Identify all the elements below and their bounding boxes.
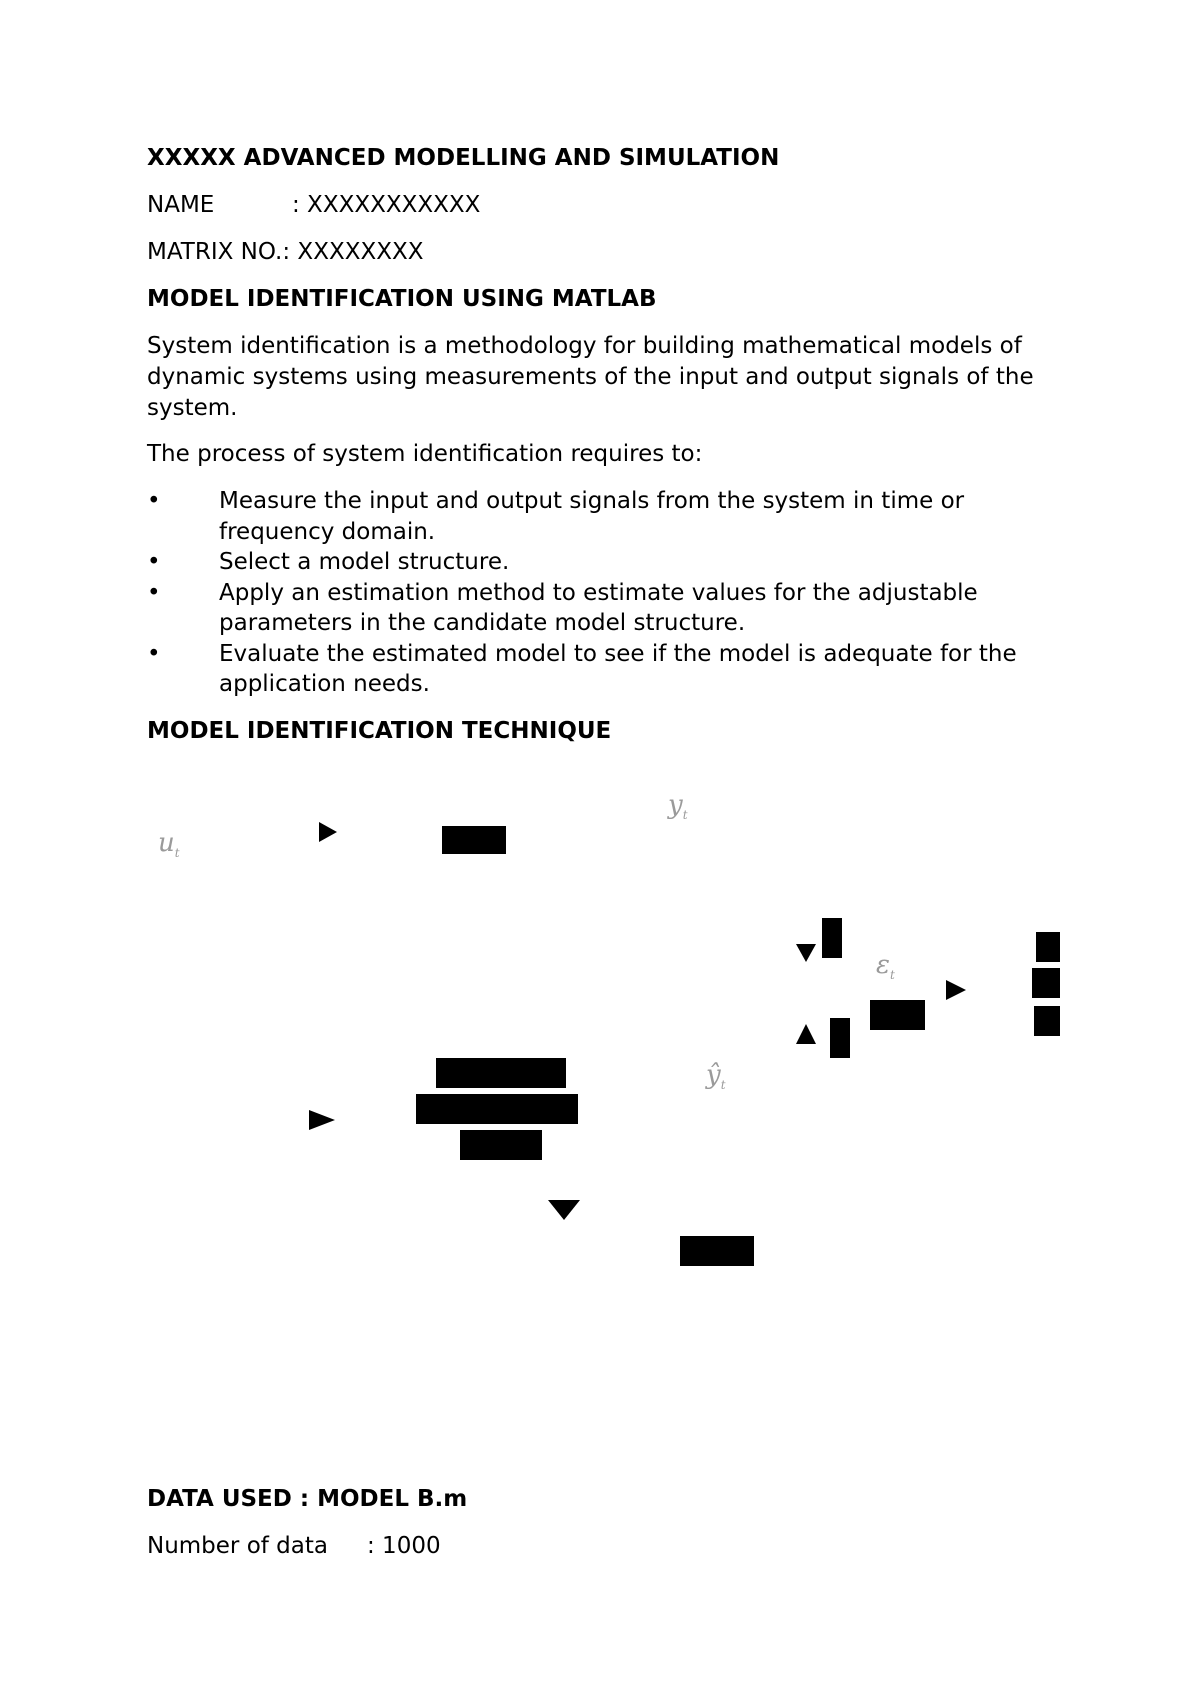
matrix-row	[147, 237, 424, 268]
list-item: • Select a model structure.	[147, 547, 1067, 578]
name-value: : XXXXXXXXXXX	[292, 192, 481, 218]
input-symbol: $u_t$	[158, 828, 180, 861]
estimate-symbol: $ŷ_t$	[706, 1060, 726, 1093]
system-block	[442, 826, 506, 854]
arrow-down-icon	[548, 1200, 580, 1220]
list-item: • Measure the input and output signals from the system in time or frequency domain.	[147, 488, 965, 545]
matrix-label: MATRIX NO.	[147, 239, 283, 265]
model-block-bottom	[460, 1130, 542, 1160]
error-block	[870, 1000, 925, 1030]
list-item: • Apply an estimation method to estimate values for the adjustable parameters in the candidate model structure.	[147, 579, 978, 636]
process-list	[147, 486, 1067, 700]
arrow-right-icon	[319, 822, 337, 842]
bullet-icon: •	[147, 579, 161, 606]
data-count-row	[147, 1531, 441, 1562]
criterion-block-3	[1034, 1006, 1060, 1036]
data-count-value: : 1000	[367, 1533, 441, 1559]
summing-junction-top	[822, 918, 842, 958]
bullet-icon: •	[147, 488, 161, 514]
arrow-right-icon	[309, 1110, 335, 1130]
arrow-up-icon	[796, 1024, 816, 1044]
criterion-block-2	[1032, 968, 1060, 998]
section-heading-data: DATA USED : MODEL B.m	[147, 1486, 468, 1512]
name-row	[147, 190, 480, 221]
system-identification-diagram	[0, 760, 1200, 1280]
matrix-value: : XXXXXXXX	[282, 239, 424, 265]
section-heading-matlab: MODEL IDENTIFICATION USING MATLAB	[147, 286, 657, 312]
model-block-middle	[416, 1094, 578, 1124]
bullet-icon: •	[147, 549, 161, 575]
section-heading-technique: MODEL IDENTIFICATION TECHNIQUE	[147, 718, 612, 744]
error-symbol: $\varepsilon_t$	[876, 950, 895, 983]
arrow-down-icon	[796, 944, 816, 962]
data-count-label: Number of data	[147, 1533, 328, 1559]
course-title: XXXXX ADVANCED MODELLING AND SIMULATION	[147, 145, 780, 171]
process-lead: The process of system identification requires to:	[147, 441, 703, 467]
criterion-block-1	[1036, 932, 1060, 962]
model-block-top	[436, 1058, 566, 1088]
bullet-icon: •	[147, 640, 161, 667]
intro-paragraph: System identification is a methodology for building mathematical models of dynamic systems using measurements of the input and output signals of the system.	[147, 333, 1034, 421]
summing-junction-bottom	[830, 1018, 850, 1058]
output-symbol: $y_t$	[668, 790, 688, 823]
arrow-right-icon	[946, 980, 966, 1000]
list-item: • Evaluate the estimated model to see if the model is adequate for the application needs.	[147, 640, 1017, 697]
adaptation-block	[680, 1236, 754, 1266]
name-label: NAME	[147, 192, 215, 218]
